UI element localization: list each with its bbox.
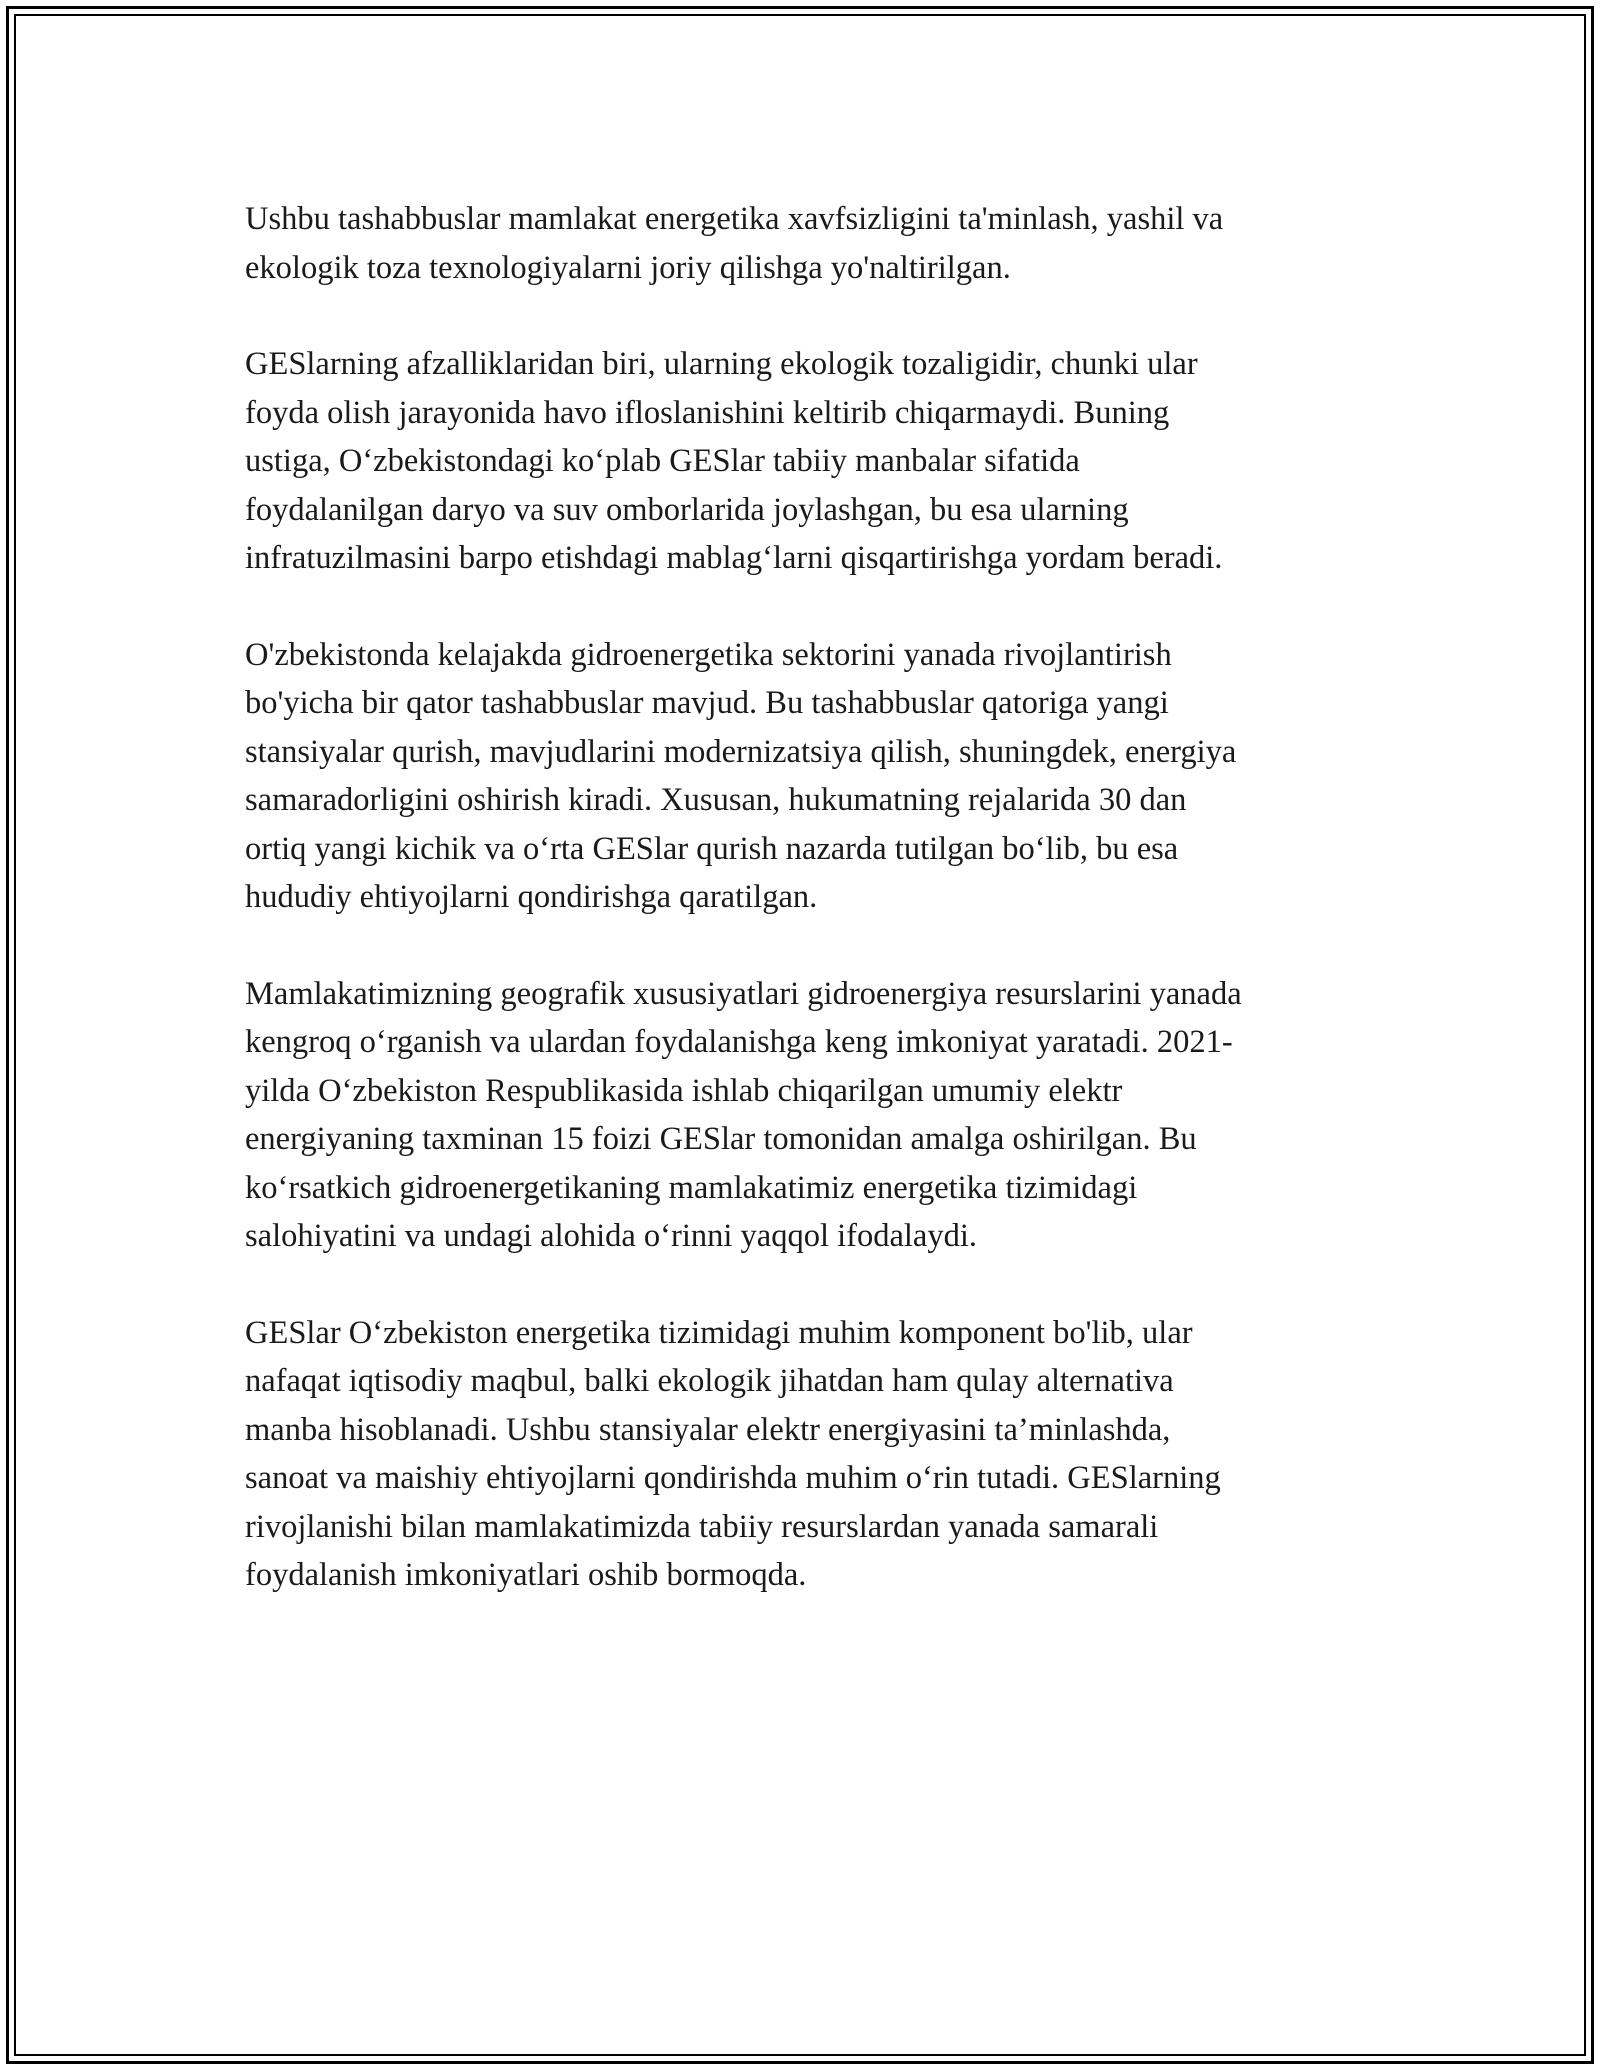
text-line: foyda olish jarayonida havo ifloslanishini keltirib chiqarmaydi. Buning xyxy=(245,394,1170,431)
text-line: GESlar O‘zbekiston energetika tizimidagi muhim komponent bo'lib, ular xyxy=(245,1314,1193,1351)
text-line: infratuzilmasini barpo etishdagi mablag‘larni qisqartirishga yordam beradi. xyxy=(245,540,1223,576)
text-line: yilda O‘zbekiston Respublikasida ishlab chiqarilgan umumiy elektr xyxy=(245,1072,1123,1109)
text-line: foydalanish imkoniyatlari oshib bormoqda. xyxy=(245,1557,807,1593)
text-line: samaradorligini oshirish kiradi. Xususan, hukumatning rejalarida 30 dan xyxy=(245,782,1187,818)
text-line: Mamlakatimizning geografik xususiyatlari gidroenergiya resurslarini yanada xyxy=(245,975,1242,1012)
text-line: manba hisoblanadi. Ushbu stansiyalar elektr energiyasini ta’minlashda, xyxy=(245,1411,1171,1448)
text-line: nafaqat iqtisodiy maqbul, balki ekologik jihatdan ham qulay alternativa xyxy=(245,1363,1174,1399)
text-line: Ushbu tashabbuslar mamlakat energetika xavfsizligini ta'minlash, yashil va xyxy=(245,201,1224,237)
text-line: hududiy ehtiyojlarni qondirishga qaratilgan. xyxy=(245,879,818,915)
text-line: O'zbekistonda kelajakda gidroenergetika sektorini yanada rivojlantirish xyxy=(245,636,1172,673)
paragraph-hydro-advantages xyxy=(245,340,1375,583)
text-line: kengroq o‘rganish va ulardan foydalanishga keng imkoniyat yaratadi. 2021- xyxy=(245,1024,1233,1060)
text-line: sanoat va maishiy ehtiyojlarni qondirishda muhim o‘rin tutadi. GESlarning xyxy=(245,1460,1221,1496)
text-line: energiyaning taxminan 15 foizi GESlar tomonidan amalga oshirilgan. Bu xyxy=(245,1121,1197,1157)
text-line: ustiga, O‘zbekistondagi ko‘plab GESlar tabiiy manbalar sifatida xyxy=(245,443,1080,479)
document-body xyxy=(245,195,1375,1648)
paragraph-geographic-potential xyxy=(245,970,1375,1261)
text-line: ortiq yangi kichik va o‘rta GESlar qurish nazarda tutilgan bo‘lib, bu esa xyxy=(245,830,1179,867)
text-line: ekologik toza texnologiyalarni joriy qilishga yo'naltirilgan. xyxy=(245,249,1011,286)
paragraph-initiatives-summary xyxy=(245,195,1375,292)
text-line: ko‘rsatkich gidroenergetikaning mamlakatimiz energetika tizimidagi xyxy=(245,1169,1138,1206)
text-line: rivojlanishi bilan mamlakatimizda tabiiy resurslardan yanada samarali xyxy=(245,1508,1159,1545)
paragraph-conclusion xyxy=(245,1309,1375,1600)
text-line: stansiyalar qurish, mavjudlarini modernizatsiya qilish, shuningdek, energiya xyxy=(245,733,1237,770)
paragraph-future-initiatives xyxy=(245,631,1375,922)
text-line: bo'yicha bir qator tashabbuslar mavjud. Bu tashabbuslar qatoriga yangi xyxy=(245,685,1169,721)
text-line: salohiyatini va undagi alohida o‘rinni yaqqol ifodalaydi. xyxy=(245,1218,977,1254)
text-line: GESlarning afzalliklaridan biri, ularning ekologik tozaligidir, chunki ular xyxy=(245,346,1198,382)
text-line: foydalanilgan daryo va suv omborlarida joylashgan, bu esa ularning xyxy=(245,491,1129,528)
page-frame xyxy=(6,6,1594,2064)
